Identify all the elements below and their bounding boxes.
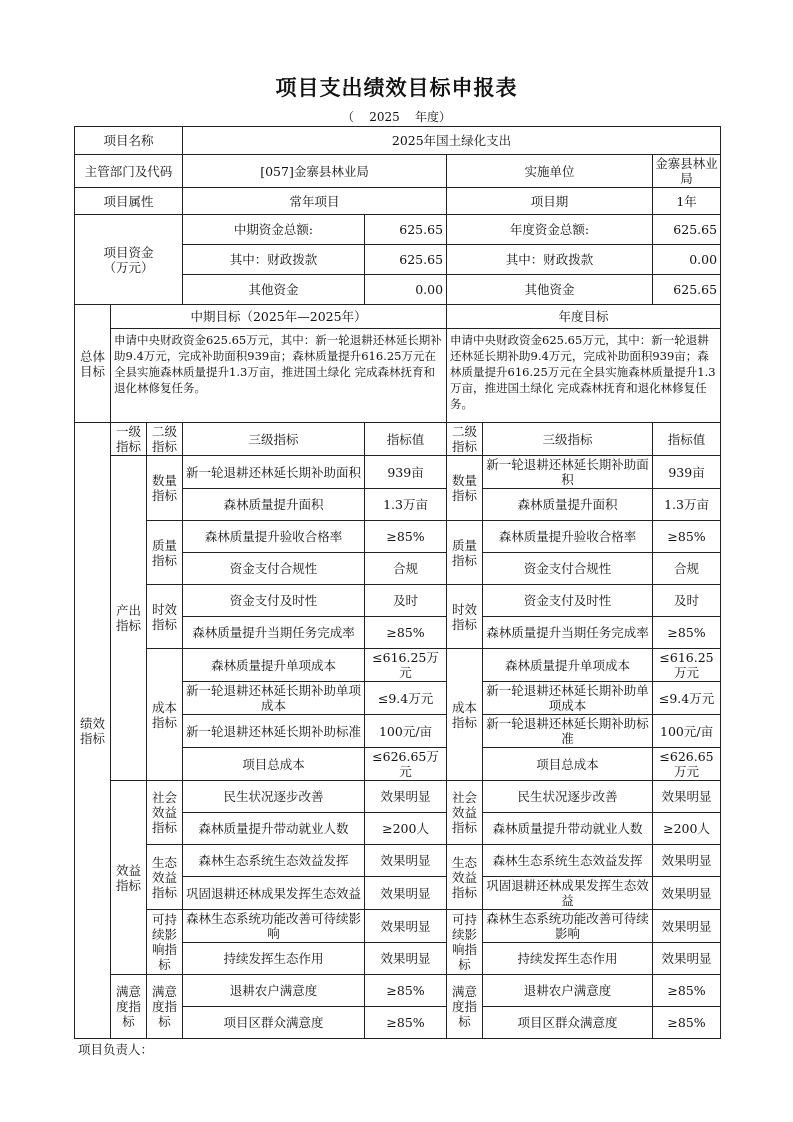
lvl2-sustain-year: 可持续影响指标 [447,910,483,975]
indicator-name: 退耕农户满意度 [183,975,365,1007]
lvl2-quantity-year: 数量指标 [447,456,483,521]
indicator-name: 森林质量提升面积 [483,489,653,521]
lvl3-header-mid: 三级指标 [183,423,365,456]
indicator-value: ≤616.25万元 [365,649,447,682]
indicator-value: ≥85% [653,975,721,1007]
lvl3-header-year: 三级指标 [483,423,653,456]
indicator-value: 合规 [653,553,721,585]
year-goal-heading: 年度目标 [447,305,721,329]
indicator-name: 巩固退耕还林成果发挥生态效益 [483,877,653,910]
indicator-value: 100元/亩 [653,715,721,748]
indicator-name: 森林生态系统生态效益发挥 [483,845,653,877]
indicator-name: 资金支付合规性 [183,553,365,585]
indicator-name: 森林生态系统功能改善可待续影响 [183,910,365,943]
attribute-value: 常年项目 [183,188,447,215]
period-value: 1年 [653,188,721,215]
year-other-label: 其他资金 [447,275,653,305]
indicator-value: 效果明显 [653,781,721,813]
indicator-name: 民生状况逐步改善 [183,781,365,813]
indicator-value: 效果明显 [653,943,721,975]
year-unit: 年度） [415,110,452,124]
indicator-value: 939亩 [365,456,447,489]
mid-total-label: 中期资金总额: [183,215,365,245]
indicator-value: ≥85% [365,521,447,553]
lvl2-social-year: 社会效益指标 [447,781,483,845]
lvl2-eco-year: 生态效益指标 [447,845,483,910]
indicator-name: 森林质量提升面积 [183,489,365,521]
year-total-label: 年度资金总额: [447,215,653,245]
indicator-name: 项目区群众满意度 [483,1007,653,1039]
indicator-name: 森林质量提升当期任务完成率 [183,617,365,649]
lvl2-timeliness-year: 时效指标 [447,585,483,649]
year-goal-text: 申请中央财政资金625.65万元，其中：新一轮退耕还林延长期补助9.4万元，完成补助面积939亩；森林质量提升616.25万元在全县实施森林质量提升1.3万亩，推进国土绿化 完成森林抚育和退化林修复任务。 [447,329,721,423]
lvl2-quality-year: 质量指标 [447,521,483,585]
mid-fiscal-value: 625.65 [365,245,447,275]
indicator-name: 持续发挥生态作用 [483,943,653,975]
mid-other-label: 其他资金 [183,275,365,305]
year-line [0,108,793,125]
page-title: 项目支出绩效目标申报表 [275,75,518,100]
value-header-mid: 指标值 [365,423,447,456]
indicator-value: ≥85% [365,617,447,649]
mid-total-value: 625.65 [365,215,447,245]
indicator-value: ≥85% [365,975,447,1007]
indicator-value: ≤626.65万元 [653,748,721,781]
indicator-value: ≥85% [653,1007,721,1039]
indicator-name: 新一轮退耕还林延长期补助单项成本 [483,682,653,715]
indicator-name: 资金支付及时性 [183,585,365,617]
department-value: [057]金寨县林业局 [183,155,447,188]
indicator-name: 新一轮退耕还林延长期补助标准 [483,715,653,748]
year-fiscal-label: 其中：财政拨款 [447,245,653,275]
lvl2-header: 二级指标 [147,423,183,456]
lvl2-satisfaction: 满意度指标 [147,975,183,1039]
project-name-value: 2025年国土绿化支出 [183,127,721,155]
indicator-name: 新一轮退耕还林延长期补助标准 [183,715,365,748]
lvl2-cost: 成本指标 [147,649,183,781]
indicator-value: ≤9.4万元 [365,682,447,715]
indicator-name: 资金支付及时性 [483,585,653,617]
indicator-name: 退耕农户满意度 [483,975,653,1007]
mid-other-value: 0.00 [365,275,447,305]
indicator-value: 100元/亩 [365,715,447,748]
indicator-name: 森林质量提升验收合格率 [183,521,365,553]
indicator-name: 森林质量提升单项成本 [483,649,653,682]
indicator-value: 效果明显 [653,845,721,877]
indicator-name: 民生状况逐步改善 [483,781,653,813]
mid-fiscal-label: 其中：财政拨款 [183,245,365,275]
indicator-name: 森林生态系统生态效益发挥 [183,845,365,877]
lvl2-cost-year: 成本指标 [447,649,483,781]
department-label: 主管部门及代码 [75,155,183,188]
indicator-name: 新一轮退耕还林延长期补助单项成本 [183,682,365,715]
project-owner-label: 项目负责人： [78,1042,154,1057]
indicator-value: 效果明显 [653,910,721,943]
indicator-name: 项目总成本 [483,748,653,781]
indicator-value: 合规 [365,553,447,585]
indicator-name: 持续发挥生态作用 [183,943,365,975]
goal-label: 总体目标 [75,305,111,423]
indicator-name: 森林质量提升当期任务完成率 [483,617,653,649]
indicator-value: 939亩 [653,456,721,489]
indicator-value: 及时 [653,585,721,617]
indicator-name: 项目区群众满意度 [183,1007,365,1039]
attribute-label: 项目属性 [75,188,183,215]
indicator-value: ≥85% [365,1007,447,1039]
indicator-name: 资金支付合规性 [483,553,653,585]
period-label: 项目期 [447,188,653,215]
lvl1-header: 一级指标 [111,423,147,456]
lvl1-output: 产出指标 [111,456,147,781]
indicator-value: 效果明显 [365,845,447,877]
indicator-value: 效果明显 [653,877,721,910]
indicator-value: ≥85% [653,521,721,553]
year-other-value: 625.65 [653,275,721,305]
lvl2-satisfaction-year: 满意度指标 [447,975,483,1039]
indicator-value: ≥85% [653,617,721,649]
funds-label: 项目资金 （万元） [75,215,183,305]
indicator-value: ≤9.4万元 [653,682,721,715]
indicator-value: ≤616.25万元 [653,649,721,682]
lvl2-quantity: 数量指标 [147,456,183,521]
lvl1-benefit: 效益指标 [111,781,147,975]
indicator-name: 新一轮退耕还林延长期补助面积 [183,456,365,489]
impl-unit-label: 实施单位 [447,155,653,188]
indicator-value: 效果明显 [365,781,447,813]
perf-label: 绩效指标 [75,423,111,1039]
lvl2-header-year: 二级指标 [447,423,483,456]
lvl2-quality: 质量指标 [147,521,183,585]
indicator-name: 森林生态系统功能改善可待续影响 [483,910,653,943]
lvl2-sustain: 可持续影响指标 [147,910,183,975]
indicator-name: 森林质量提升带动就业人数 [483,813,653,845]
indicator-value: ≥200人 [653,813,721,845]
mid-goal-heading: 中期目标（2025年—2025年） [111,305,447,329]
indicator-name: 巩固退耕还林成果发挥生态效益 [183,877,365,910]
indicator-value: 效果明显 [365,877,447,910]
indicator-name: 森林质量提升单项成本 [183,649,365,682]
indicator-name: 项目总成本 [183,748,365,781]
indicator-name: 森林质量提升验收合格率 [483,521,653,553]
indicator-value: 及时 [365,585,447,617]
impl-unit-value: 金寨县林业局 [653,155,721,188]
value-header-year: 指标值 [653,423,721,456]
year-open: （ [341,110,354,124]
indicator-value: 1.3万亩 [653,489,721,521]
indicator-value: ≥200人 [365,813,447,845]
year-fiscal-value: 0.00 [653,245,721,275]
year-value: 2025 [369,110,400,124]
indicator-value: 效果明显 [365,910,447,943]
indicator-name: 森林质量提升带动就业人数 [183,813,365,845]
lvl2-social: 社会效益指标 [147,781,183,845]
project-name-label: 项目名称 [75,127,183,155]
lvl2-timeliness: 时效指标 [147,585,183,649]
indicator-name: 新一轮退耕还林延长期补助面积 [483,456,653,489]
year-total-value: 625.65 [653,215,721,245]
lvl2-eco: 生态效益指标 [147,845,183,910]
indicator-value: 1.3万亩 [365,489,447,521]
performance-table [74,126,721,1039]
lvl1-satisfaction: 满意度指标 [111,975,147,1039]
indicator-value: 效果明显 [365,943,447,975]
indicator-value: ≤626.65万元 [365,748,447,781]
mid-goal-text: 申请中央财政资金625.65万元，其中：新一轮退耕还林延长期补助9.4万元，完成补助面积939亩；森林质量提升616.25万元在全县实施森林质量提升1.3万亩，推进国土绿化 完成森林抚育和退化林修复任务。 [111,329,447,423]
